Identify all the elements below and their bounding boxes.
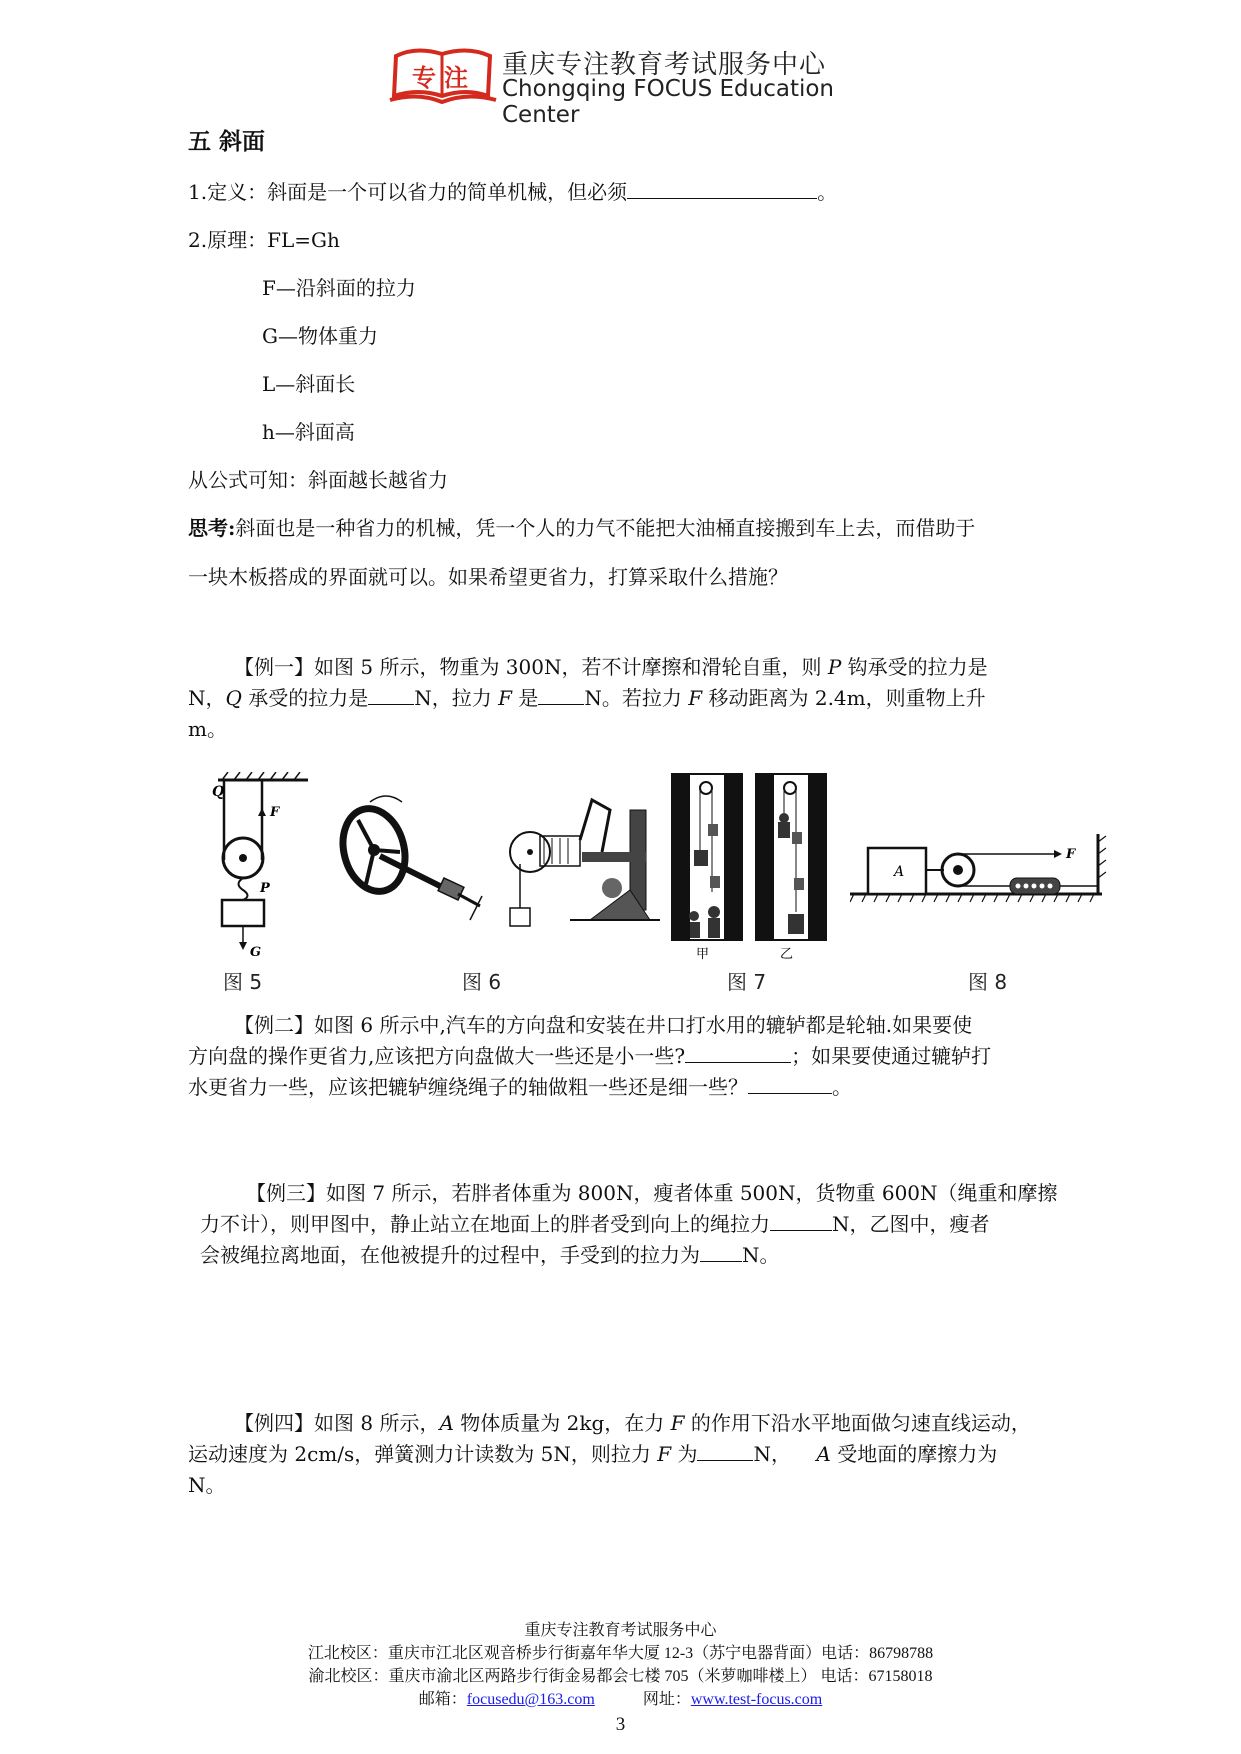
definition-blank[interactable] [627,178,817,199]
fig5-label-p: P [260,881,270,896]
example-3 [200,1178,1066,1271]
fig7-label-jia: 甲 [696,947,710,962]
example-4-text4: 运动速度为 2cm/s，弹簧测力计读数为 5N，则拉力 [188,1442,651,1466]
thinking-line1 [188,514,975,542]
principle-formula: 2.原理：FL=Gh [188,228,340,252]
figure-5-caption: 图 5 [223,970,263,994]
example-4-tag: 【例四】 [234,1411,314,1435]
example-1-text3: N， [188,686,226,710]
var-a2: A [816,1442,831,1466]
example-2-text3: ；如果要使通过辘轳打 [791,1044,992,1068]
example-1-blank-q[interactable] [368,684,414,705]
example-3-tag: 【例三】 [246,1181,326,1205]
example-1-text7: N。若拉力 [584,686,682,710]
example-4-text1: 如图 8 所示， [314,1411,440,1435]
figure-7-caption: 图 7 [727,970,767,994]
example-2-text2: 方向盘的操作更省力,应该把方向盘做大一些还是小一些? [188,1044,686,1068]
fig7-label-yi: 乙 [780,947,794,962]
example-4-text3: 的作用下沿水平地面做匀速直线运动， [690,1411,1031,1435]
var-f2: F [688,686,703,710]
example-1 [188,652,1068,745]
section-title: 五 斜面 [188,129,266,155]
header [388,44,868,128]
example-2 [188,1010,1078,1103]
footer-contact [0,1689,1241,1711]
fig5-label-q: Q [212,784,225,800]
example-3-blank-2[interactable] [700,1241,742,1262]
figure-8-horizontal-pulley [850,832,1110,912]
var-q: Q [225,686,242,710]
example-2-tag: 【例二】 [234,1013,314,1037]
var-f: F [498,686,513,710]
fig8-label-f: F [1066,847,1076,862]
org-name-cn: 重庆专注教育考试服务中心 [502,50,827,80]
figure-5-pulley [212,772,312,962]
example-2-blank-1[interactable] [685,1042,791,1063]
figure-6-wheel-axle [330,780,690,940]
var-p: P [827,655,842,679]
example-1-blank-f[interactable] [538,684,584,705]
example-4-text7: 受地面的摩擦力为 [837,1442,998,1466]
footer-campus-2: 渝北校区：重庆市渝北区两路步行街金易都会七楼 705（米萝咖啡楼上） 电话：67158018 [308,1668,933,1685]
figure-7-pulley-buildings [670,772,830,962]
example-3-blank-1[interactable] [770,1210,832,1231]
example-1-text4: 承受的拉力是 [248,686,369,710]
site-label: 网址： [642,1691,691,1708]
example-3-text2: 力不计），则甲图中，静止站立在地面上的胖者受到向上的绳拉力 [200,1212,770,1236]
example-4-blank-1[interactable] [697,1440,753,1461]
org-name-en: Chongqing FOCUS Education Center [502,76,835,128]
example-1-text2: 钩承受的拉力是 [847,655,988,679]
email-label: 邮箱： [418,1691,467,1708]
thinking-text1: 斜面也是一种省力的机械，凭一个人的力气不能把大油桶直接搬到车上去，而借助于 [235,516,976,540]
figure-6-caption: 图 6 [462,970,502,994]
example-1-text9: m。 [188,717,227,741]
logo-text: 专注 [412,64,476,92]
example-3-text5: N。 [742,1243,780,1267]
example-1-tag: 【例一】 [234,655,314,679]
thinking-label: 思考: [188,516,236,540]
example-4-text5: 为 [677,1442,698,1466]
conclusion: 从公式可知：斜面越长越省力 [188,468,448,492]
example-1-text8: 移动距离为 2.4m，则重物上升 [708,686,986,710]
definition [188,178,837,206]
example-3-text4: 会被绳拉离地面，在他被提升的过程中，手受到的拉力为 [200,1243,700,1267]
website-link[interactable]: www.test-focus.com [690,1691,823,1708]
definition-end: 。 [817,180,838,204]
example-4 [188,1408,1068,1501]
fig8-label-a: A [894,864,905,880]
var-a: A [439,1411,454,1435]
example-1-text5: N，拉力 [414,686,492,710]
thinking-line2: 一块木板搭成的界面就可以。如果希望更省力，打算采取什么措施？ [188,565,788,589]
footer-campus-1: 江北校区：重庆市江北区观音桥步行街嘉年华大厦 12-3（苏宁电器背面）电话：86798788 [307,1645,934,1662]
var-f2-ex4: F [657,1442,672,1466]
figure-8-caption: 图 8 [968,970,1008,994]
email-link[interactable]: focusedu@163.com [466,1691,595,1708]
example-1-text6: 是 [518,686,539,710]
principle-item-l: L—斜面长 [262,372,356,396]
principle-item-g: G—物体重力 [262,324,378,348]
example-2-text4: 水更省力一些，应该把辘轳缠绕绳子的轴做粗一些还是细一些？ [188,1075,748,1099]
var-f-ex4: F [670,1411,685,1435]
fig5-label-f: F [270,805,280,820]
page-number: 3 [615,1714,626,1735]
fig5-label-g: G [250,945,262,960]
example-4-text2: 物体质量为 2kg，在力 [460,1411,665,1435]
example-3-text1: 如图 7 所示，若胖者体重为 800N，瘦者体重 500N，货物重 600N（绳重和摩擦 [326,1181,1058,1205]
definition-text: 1.定义：斜面是一个可以省力的简单机械，但必须 [188,180,628,204]
example-1-text: 如图 5 所示，物重为 300N，若不计摩擦和滑轮自重，则 [314,655,822,679]
example-2-blank-2[interactable] [748,1073,832,1094]
principle-item-f: F—沿斜面的拉力 [262,276,416,300]
example-3-text3: N，乙图中，瘦者 [832,1212,990,1236]
example-2-text1: 如图 6 所示中,汽车的方向盘和安装在井口打水用的辘轳都是轮轴.如果要使 [314,1013,973,1037]
footer-org: 重庆专注教育考试服务中心 [524,1622,717,1639]
example-4-text6: N， [753,1442,791,1466]
example-2-text5: 。 [832,1075,852,1099]
principle-item-h: h—斜面高 [262,420,355,444]
example-4-text8: N。 [188,1473,226,1497]
